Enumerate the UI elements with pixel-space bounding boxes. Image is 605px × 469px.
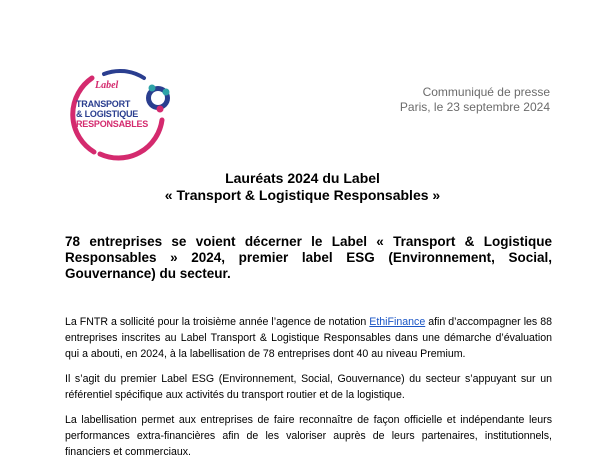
paragraph-1-end: afin d’accompagner les 88 entreprises inscrites au Label Transport & Logistique Responsables dans une démarche d’évaluation qui a abouti, en 2024, à la labellisation de 78 entreprises dont 40 au niveau Premium. xyxy=(65,316,552,360)
label-logo xyxy=(64,68,176,162)
paragraph-1 xyxy=(65,314,552,362)
logo-label-word: Label xyxy=(95,80,119,91)
press-release-date: Paris, le 23 septembre 2024 xyxy=(399,100,550,114)
logo-line-transport: TRANSPORT xyxy=(76,99,131,109)
logo-line-logistique: & LOGISTIQUE xyxy=(76,109,139,119)
title-line-2: « Transport & Logistique Responsables » xyxy=(164,187,441,203)
lead-paragraph: 78 entreprises se voient décerner le Label « Transport & Logistique Responsables » 2024, premier label ESG (Environnement, Social, Gouvernance) du secteur. xyxy=(65,234,552,281)
body-text xyxy=(65,314,552,469)
paragraph-3: La labellisation permet aux entreprises de faire reconnaître de façon officielle et indépendante leurs performances extra-financières afin de les valoriser auprès de leurs partenaires, institutionnels, financiers et commerciaux. xyxy=(65,414,552,458)
paragraph-2: Il s’agit du premier Label ESG (Environnement, Social, Gouvernance) du secteur s’appuyant sur un référentiel spécifique aux activités du transport routier et de la logistique. xyxy=(65,373,552,401)
ethifinance-link[interactable]: EthiFinance xyxy=(369,316,426,328)
press-release-type: Communiqué de presse xyxy=(422,85,550,99)
paragraph-1-start: La FNTR a sollicité pour la troisième année l’agence de notation xyxy=(65,316,370,328)
logo-line-responsables: RESPONSABLES xyxy=(76,119,149,129)
document-title xyxy=(0,170,605,204)
press-header xyxy=(400,85,550,115)
title-line-1: Lauréats 2024 du Label xyxy=(225,170,380,186)
